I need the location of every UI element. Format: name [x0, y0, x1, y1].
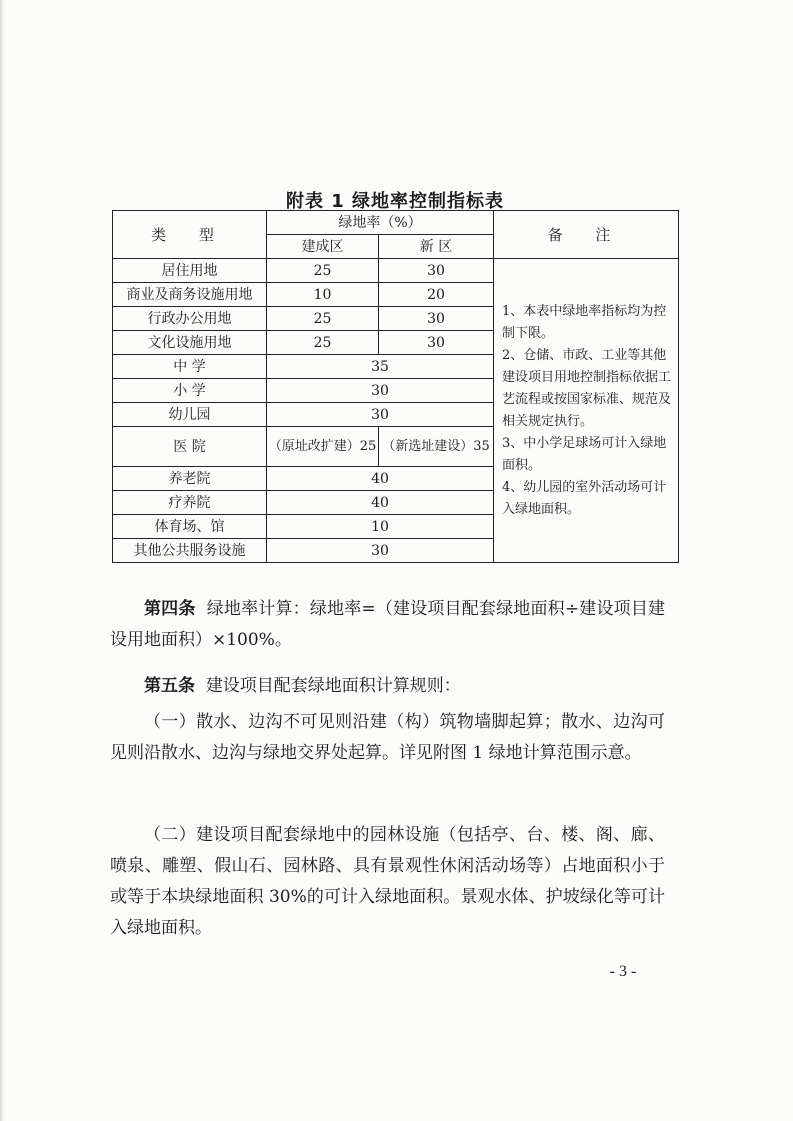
row-type: 文化设施用地 — [113, 331, 267, 355]
row-type: 商业及商务设施用地 — [113, 283, 267, 307]
row-type: 幼儿园 — [113, 403, 267, 427]
note-item: 1、本表中绿地率指标均为控制下限。 — [502, 304, 667, 341]
row-type: 小 学 — [113, 379, 267, 403]
row-new: 30 — [379, 331, 494, 355]
scan-edge — [0, 0, 4, 1121]
page-number: - 3 - — [609, 963, 637, 980]
rule-item-1: （一）散水、边沟不可见则沿建（构）筑物墙脚起算；散水、边沟可见则沿散水、边沟与绿地交界处起算。详见附图 1 绿地计算范围示意。 — [110, 712, 665, 763]
row-type: 养老院 — [113, 467, 267, 491]
row-type: 其他公共服务设施 — [113, 539, 267, 563]
article-4-text: 绿地率计算：绿地率=（建设项目配套绿地面积÷建设项目建设用地面积）×100%。 — [110, 599, 666, 650]
article-4 — [110, 594, 665, 656]
row-new: 30 — [379, 307, 494, 331]
row-built: （原址改扩建）25 — [267, 427, 379, 467]
row-built: 25 — [267, 259, 379, 283]
table-header-row — [113, 211, 679, 235]
green-rate-table — [112, 210, 679, 563]
row-merged-value: 40 — [267, 467, 494, 491]
article-5-label: 第五条 — [144, 676, 195, 696]
note-item: 2、仓储、市政、工业等其他建设项目用地控制指标依据工艺流程或按国家标准、规范及相关规定执行。 — [502, 348, 672, 429]
notes-cell — [494, 259, 679, 563]
row-type: 体育场、馆 — [113, 515, 267, 539]
header-rate-group: 绿地率（%） — [267, 211, 494, 235]
row-merged-value: 30 — [267, 539, 494, 563]
row-type: 行政办公用地 — [113, 307, 267, 331]
note-item: 3、中小学足球场可计入绿地面积。 — [502, 436, 667, 473]
row-type: 居住用地 — [113, 259, 267, 283]
row-merged-value: 10 — [267, 515, 494, 539]
row-merged-value: 30 — [267, 379, 494, 403]
row-merged-value: 40 — [267, 491, 494, 515]
row-new: 30 — [379, 259, 494, 283]
table-row — [113, 259, 679, 283]
row-built: 25 — [267, 331, 379, 355]
row-new: 20 — [379, 283, 494, 307]
note-item: 4、幼儿园的室外活动场可计入绿地面积。 — [502, 480, 667, 517]
article-4-label: 第四条 — [144, 599, 196, 619]
row-built: 25 — [267, 307, 379, 331]
row-new: （新选址建设）35 — [379, 427, 494, 467]
row-type: 医 院 — [113, 427, 267, 467]
row-type: 疗养院 — [113, 491, 267, 515]
table-title: 附表 1 绿地率控制指标表 — [285, 191, 505, 212]
header-type: 类 型 — [113, 211, 267, 259]
row-merged-value: 30 — [267, 403, 494, 427]
row-type: 中 学 — [113, 355, 267, 379]
article-5-text: 建设项目配套绿地面积计算规则： — [205, 676, 461, 696]
header-built-area: 建成区 — [267, 235, 379, 259]
row-built: 10 — [267, 283, 379, 307]
header-note: 备 注 — [494, 211, 679, 259]
rule-item-2: （二）建设项目配套绿地中的园林设施（包括亭、台、楼、阁、廊、喷泉、雕塑、假山石、园林路、具有景观性休闲活动场等）占地面积小于或等于本块绿地面积 30%的可计入绿地面积。景观水体、护坡绿化等可计入绿地面积。 — [110, 825, 665, 938]
article-5 — [110, 671, 665, 702]
header-new-area: 新 区 — [379, 235, 494, 259]
row-merged-value: 35 — [267, 355, 494, 379]
